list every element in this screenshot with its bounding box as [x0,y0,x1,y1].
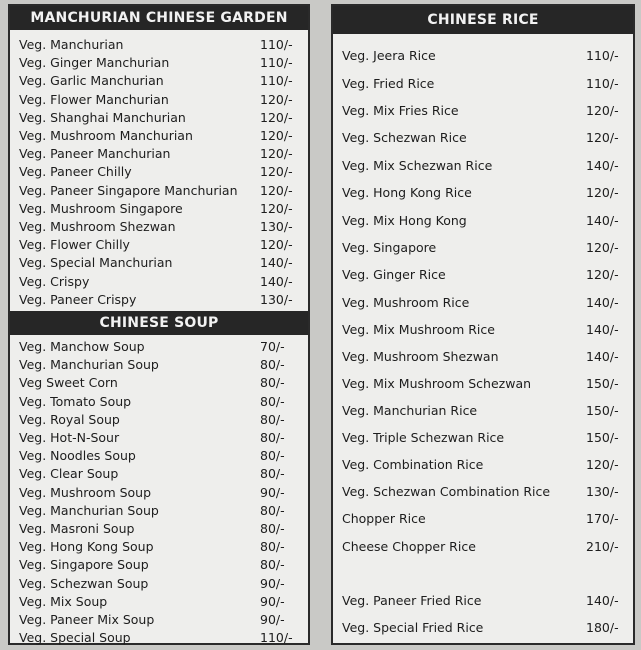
item-price: 150/- [586,376,619,391]
item-name: Veg. Mix Soup [19,593,108,609]
right-menu-panel [331,4,635,645]
item-price: 80/- [260,521,285,536]
item-price: 80/- [260,430,285,445]
item-price: 140/- [586,349,619,364]
item-price: 120/- [260,128,293,143]
item-name: Chopper Rice [342,511,426,526]
item-price: 80/- [260,539,285,555]
item-name: Veg. Paneer Chilly [19,164,132,180]
item-name: Veg. Shanghai Manchurian [19,109,186,125]
item-price: 140/- [586,322,619,337]
item-price: 140/- [586,212,619,228]
item-name: Veg. Mix Hong Kong [342,212,467,228]
item-price: 90/- [260,575,285,591]
item-name: Veg. Mix Fries Rice [342,103,459,118]
item-price: 120/- [586,457,619,472]
item-price: 130/- [260,291,293,307]
item-price: 80/- [260,448,285,464]
item-name: Veg. Fried Rice [342,75,435,91]
item-name: Veg. Jeera Rice [342,48,436,63]
item-name: Veg. Mushroom Shezwan [19,219,176,234]
item-name: Veg. Schezwan Combination Rice [342,484,551,499]
item-price: 120/- [586,130,619,145]
item-name: Veg. Crispy [19,273,90,289]
item-price: 80/- [260,557,285,573]
item-name: Veg. Mushroom Manchurian [19,128,193,143]
item-name: Veg. Schezwan Soup [19,575,149,591]
item-name: Veg. Triple Schezwan Rice [342,430,505,445]
item-name: Cheese Chopper Rice [342,538,476,554]
item-price: 150/- [586,403,619,418]
item-name: Veg. Tomato Soup [19,393,132,409]
item-price: 120/- [260,237,293,253]
item-name: Veg. Mix Schezwan Rice [342,157,493,173]
item-price: 120/- [260,200,293,216]
item-name: Veg. Hong Kong Soup [19,539,154,555]
item-price: 120/- [260,164,293,180]
section-header-soup: CHINESE SOUP [10,311,308,335]
item-price: 130/- [260,219,293,234]
item-name: Veg. Mix Mushroom Rice [342,322,495,337]
item-name: Veg. Paneer Crispy [19,291,137,307]
item-name: Veg. Schezwan Rice [342,130,467,145]
item-name: Veg. Paneer Singapore Manchurian [19,182,238,198]
item-name: Veg. Hong Kong Rice [342,185,472,200]
item-price: 120/- [586,267,619,282]
item-price: 110/- [586,48,619,63]
item-price: 210/- [586,538,619,554]
item-price: 120/- [260,91,293,107]
section-header-manchurian: MANCHURIAN CHINESE GARDEN [10,6,308,30]
item-price: 80/- [260,357,285,373]
item-name: Veg. Manchurian Soup [19,502,159,518]
item-price: 140/- [586,593,619,608]
item-price: 90/- [260,612,285,627]
item-name: Veg. Singapore Soup [19,557,149,573]
left-menu-panel [8,4,310,645]
item-price: 140/- [260,255,293,271]
item-name: Veg. Royal Soup [19,411,120,427]
item-price: 120/- [586,103,619,118]
item-price: 80/- [260,411,285,427]
item-name: Veg. Paneer Fried Rice [342,593,482,608]
item-price: 120/- [260,109,293,125]
item-price: 70/- [260,339,285,354]
item-name: Veg. Mushroom Soup [19,484,152,500]
item-name: Veg. Singapore [342,239,437,255]
item-price: 90/- [260,484,285,500]
item-name: Veg. Ginger Manchurian [19,55,170,71]
item-name: Veg. Noodles Soup [19,448,136,464]
item-name: Veg. Mushroom Singapore [19,200,183,216]
item-name: Veg. Flower Manchurian [19,91,169,107]
item-price: 80/- [260,502,285,518]
item-name: Veg. Paneer Mix Soup [19,612,155,627]
item-name: Veg. Paneer Manchurian [19,146,171,162]
item-price: 140/- [260,273,293,289]
item-price: 110/- [260,73,293,89]
item-name: Veg Sweet Corn [19,375,118,391]
item-name: Veg. Manchurian Rice [342,403,478,418]
item-price: 140/- [586,157,619,173]
item-price: 180/- [586,620,619,635]
item-name: Veg. Garlic Manchurian [19,73,164,89]
item-name: Veg. Manchow Soup [19,339,145,354]
item-name: Veg. Ginger Rice [342,267,446,282]
item-price: 90/- [260,593,285,609]
item-price: 140/- [586,294,619,310]
item-name: Veg. Manchurian [19,37,124,52]
item-price: 110/- [260,55,293,71]
item-price: 170/- [586,511,619,526]
item-price: 130/- [586,484,619,499]
item-name: Veg. Mushroom Rice [342,294,470,310]
item-name: Veg. Clear Soup [19,466,119,482]
item-name: Veg. Flower Chilly [19,237,130,253]
item-price: 80/- [260,466,285,482]
item-name: Veg. Mushroom Shezwan [342,349,499,364]
item-price: 120/- [586,239,619,255]
item-name: Veg. Special Fried Rice [342,620,484,635]
item-price: 120/- [260,182,293,198]
item-name: Veg. Mix Mushroom Schezwan [342,376,532,391]
item-price: 110/- [586,75,619,91]
item-name: Veg. Hot-N-Sour [19,430,120,445]
item-price: 80/- [260,393,285,409]
item-price: 110/- [260,37,293,52]
item-name: Veg. Combination Rice [342,457,484,472]
item-name: Veg. Masroni Soup [19,521,135,536]
item-price: 120/- [586,185,619,200]
item-price: 110/- [260,630,293,646]
section-header-rice: CHINESE RICE [333,6,633,34]
item-name: Veg. Special Manchurian [19,255,173,271]
item-name: Veg. Special Soup [19,630,131,646]
item-price: 150/- [586,430,619,445]
item-name: Veg. Manchurian Soup [19,357,159,373]
item-price: 120/- [260,146,293,162]
item-price: 80/- [260,375,285,391]
